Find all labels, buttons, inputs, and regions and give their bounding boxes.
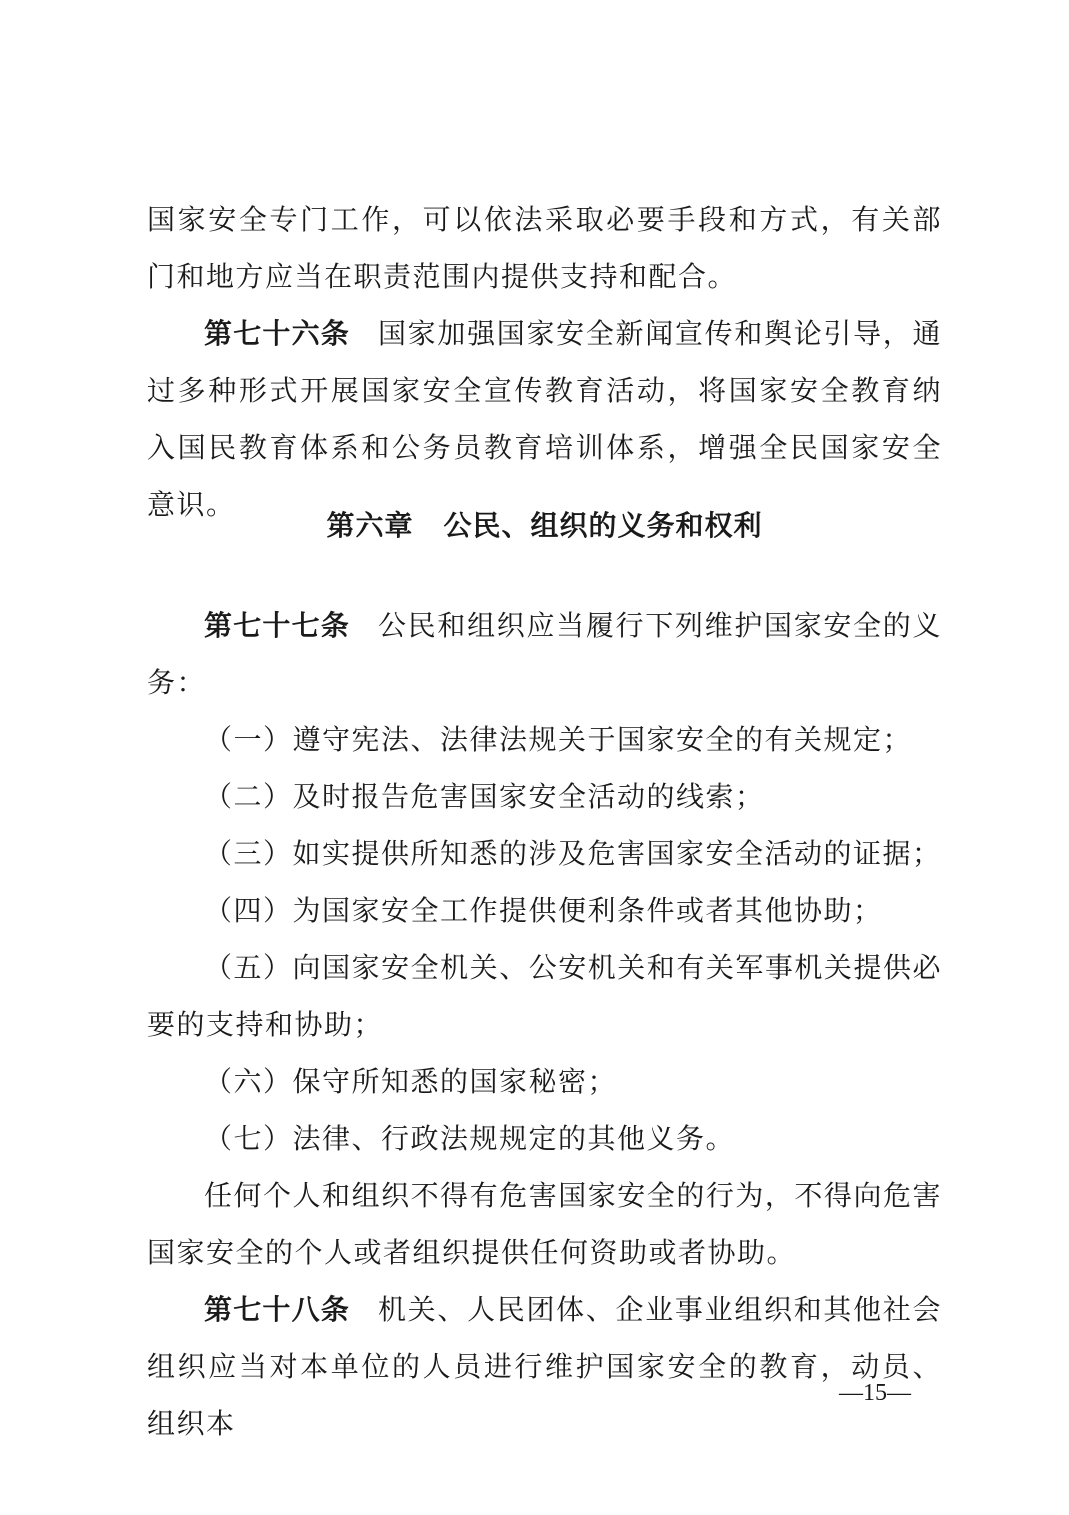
chapter-title: 公民、组织的义务和权利 xyxy=(443,509,763,542)
article-label: 第七十六条 xyxy=(204,317,350,350)
list-item xyxy=(147,1053,942,1110)
chapter-heading xyxy=(147,497,942,554)
list-item xyxy=(147,711,942,768)
list-item-text: （五）向国家安全机关、公安机关和有关军事机关提供必要的支持和协助； xyxy=(147,951,942,1041)
article-label: 第七十七条 xyxy=(204,609,350,642)
list-item xyxy=(147,939,942,1053)
list-item xyxy=(147,825,942,882)
paragraph-text: 国家安全专门工作，可以依法采取必要手段和方式，有关部门和地方应当在职责范围内提供支持和配合。 xyxy=(147,203,942,293)
article-78 xyxy=(147,1281,942,1452)
paragraph xyxy=(147,1167,942,1281)
page-number: —15— xyxy=(839,1380,911,1406)
list-item xyxy=(147,1110,942,1167)
paragraph-text: 任何个人和组织不得有危害国家安全的行为，不得向危害国家安全的个人或者组织提供任何资助或者协助。 xyxy=(147,1179,942,1269)
list-item xyxy=(147,768,942,825)
list-item-text: （六）保守所知悉的国家秘密； xyxy=(204,1065,618,1098)
article-label: 第七十八条 xyxy=(204,1293,350,1326)
paragraph-continuation xyxy=(147,191,942,305)
article-77 xyxy=(147,597,942,711)
list-item-text: （四）为国家安全工作提供便利条件或者其他协助； xyxy=(204,894,883,927)
chapter-number: 第六章 xyxy=(326,509,414,542)
list-item xyxy=(147,882,942,939)
top-text-block xyxy=(147,191,942,533)
list-item-text: （一）遵守宪法、法律法规关于国家安全的有关规定； xyxy=(204,723,913,756)
bottom-text-block xyxy=(147,597,942,1452)
list-item-text: （三）如实提供所知悉的涉及危害国家安全活动的证据； xyxy=(204,837,942,870)
article-text: 公民和组织应当履行下列维护国家安全的义务： xyxy=(147,609,942,699)
list-item-text: （二）及时报告危害国家安全活动的线索； xyxy=(204,780,765,813)
article-text: 机关、人民团体、企业事业组织和其他社会组织应当对本单位的人员进行维护国家安全的教育，动员、组织本 xyxy=(147,1293,942,1440)
list-item-text: （七）法律、行政法规规定的其他义务。 xyxy=(204,1122,736,1155)
article-text: 国家加强国家安全新闻宣传和舆论引导，通过多种形式开展国家安全宣传教育活动，将国家安全教育纳入国民教育体系和公务员教育培训体系，增强全民国家安全意识。 xyxy=(147,317,942,521)
